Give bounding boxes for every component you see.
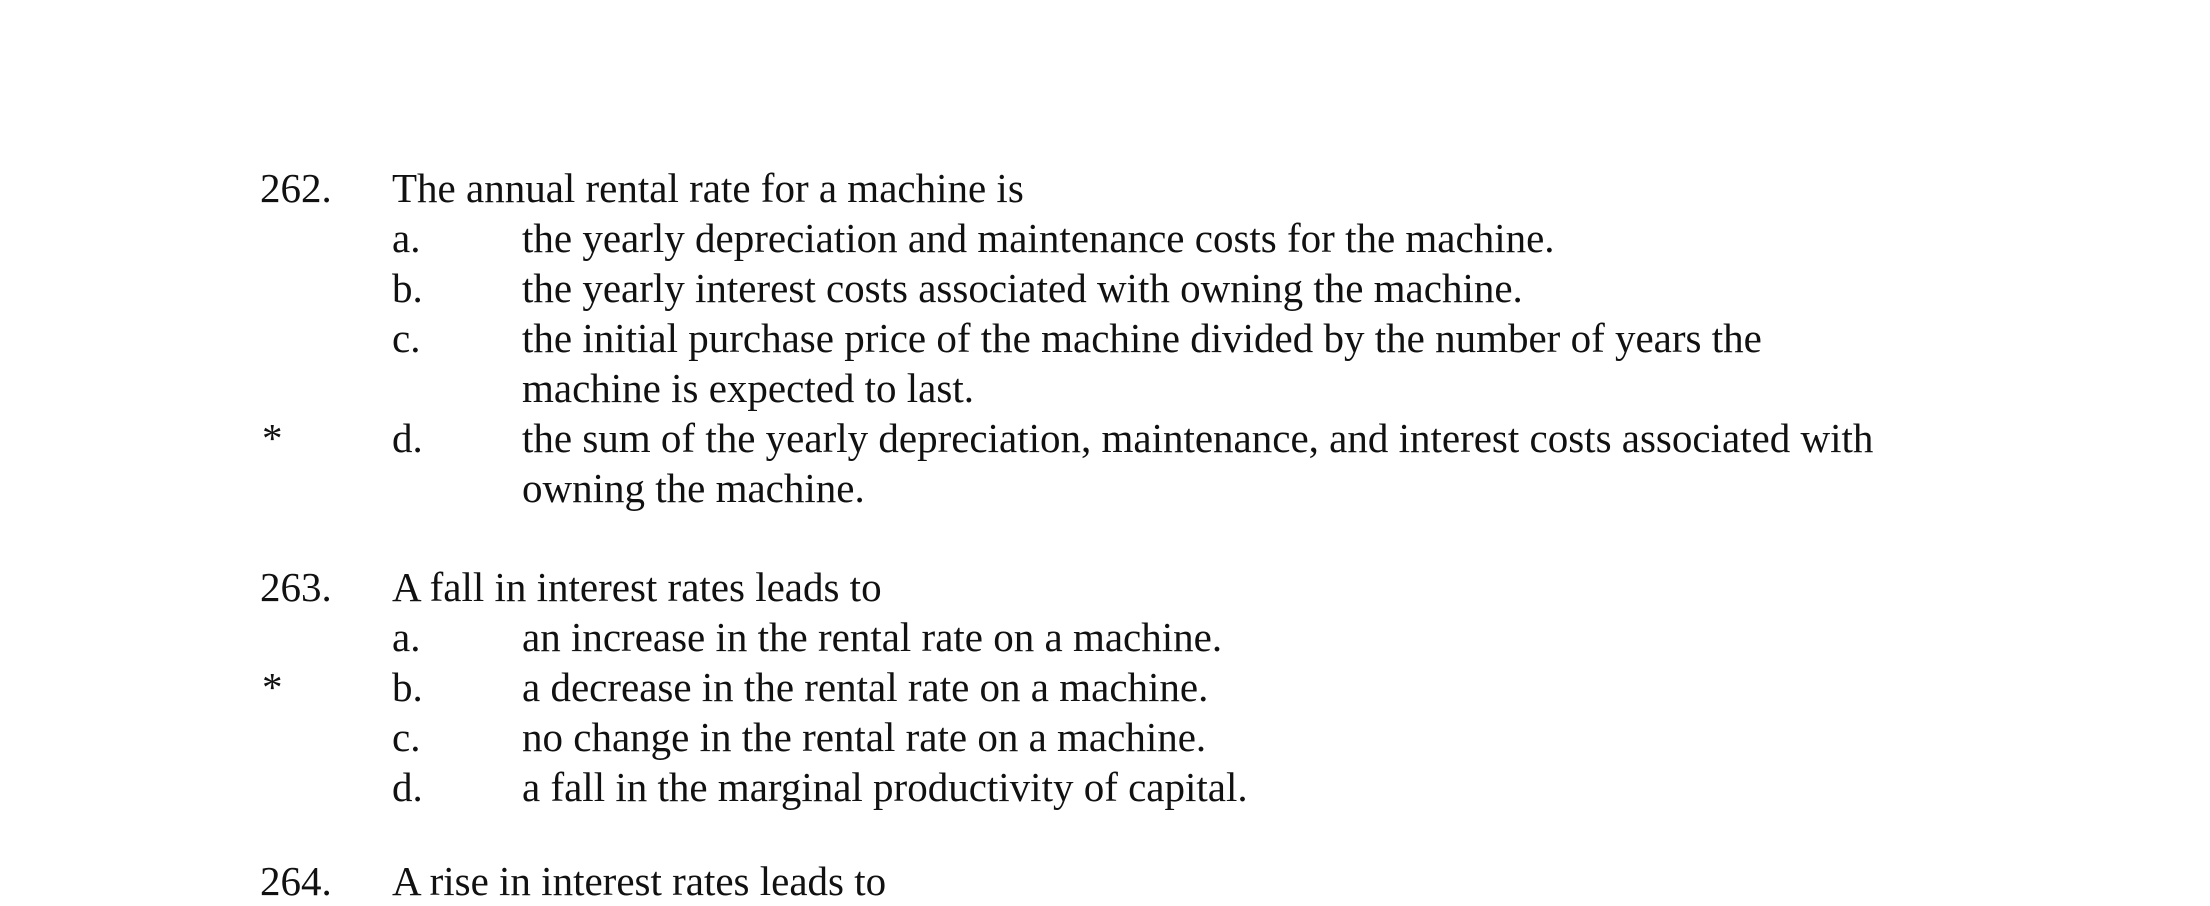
option-letter: b. [392, 265, 423, 311]
option-text: a decrease in the rental rate on a machine. [522, 664, 1209, 710]
option-c [0, 313, 2210, 363]
option-d [0, 762, 2210, 812]
question-number: 263. [260, 564, 332, 610]
option-letter: a. [392, 614, 421, 660]
option-a [0, 612, 2210, 662]
option-a [0, 213, 2210, 263]
correct-answer-marker: * [262, 664, 283, 710]
option-d-continued [0, 463, 2210, 513]
option-text: the yearly depreciation and maintenance costs for the machine. [522, 215, 1555, 261]
option-text: the initial purchase price of the machine divided by the number of years the [522, 315, 1762, 361]
option-d [0, 413, 2210, 463]
option-letter: c. [392, 714, 421, 760]
option-c-continued [0, 363, 2210, 413]
option-letter: b. [392, 664, 423, 710]
option-text: a fall in the marginal productivity of capital. [522, 764, 1248, 810]
question-stem-line [0, 163, 2210, 213]
correct-answer-marker: * [262, 415, 283, 461]
option-text: an increase in the rental rate on a machine. [522, 614, 1223, 660]
option-b [0, 662, 2210, 712]
option-letter: a. [392, 215, 421, 261]
question-number: 264. [260, 858, 332, 904]
question-stem-line [0, 562, 2210, 612]
option-text: no change in the rental rate on a machine. [522, 714, 1207, 760]
question-stem-line [0, 856, 2210, 906]
option-letter: c. [392, 315, 421, 361]
option-text-continued: machine is expected to last. [522, 365, 974, 411]
question-stem: A rise in interest rates leads to [392, 858, 887, 904]
option-c [0, 712, 2210, 762]
question-number: 262. [260, 165, 332, 211]
option-text-continued: owning the machine. [522, 465, 865, 511]
option-b [0, 263, 2210, 313]
option-letter: d. [392, 764, 423, 810]
option-text: the sum of the yearly depreciation, maintenance, and interest costs associated with [522, 415, 1874, 461]
option-text: the yearly interest costs associated with owning the machine. [522, 265, 1523, 311]
question-stem: A fall in interest rates leads to [392, 564, 882, 610]
option-letter: d. [392, 415, 423, 461]
question-stem: The annual rental rate for a machine is [392, 165, 1024, 211]
